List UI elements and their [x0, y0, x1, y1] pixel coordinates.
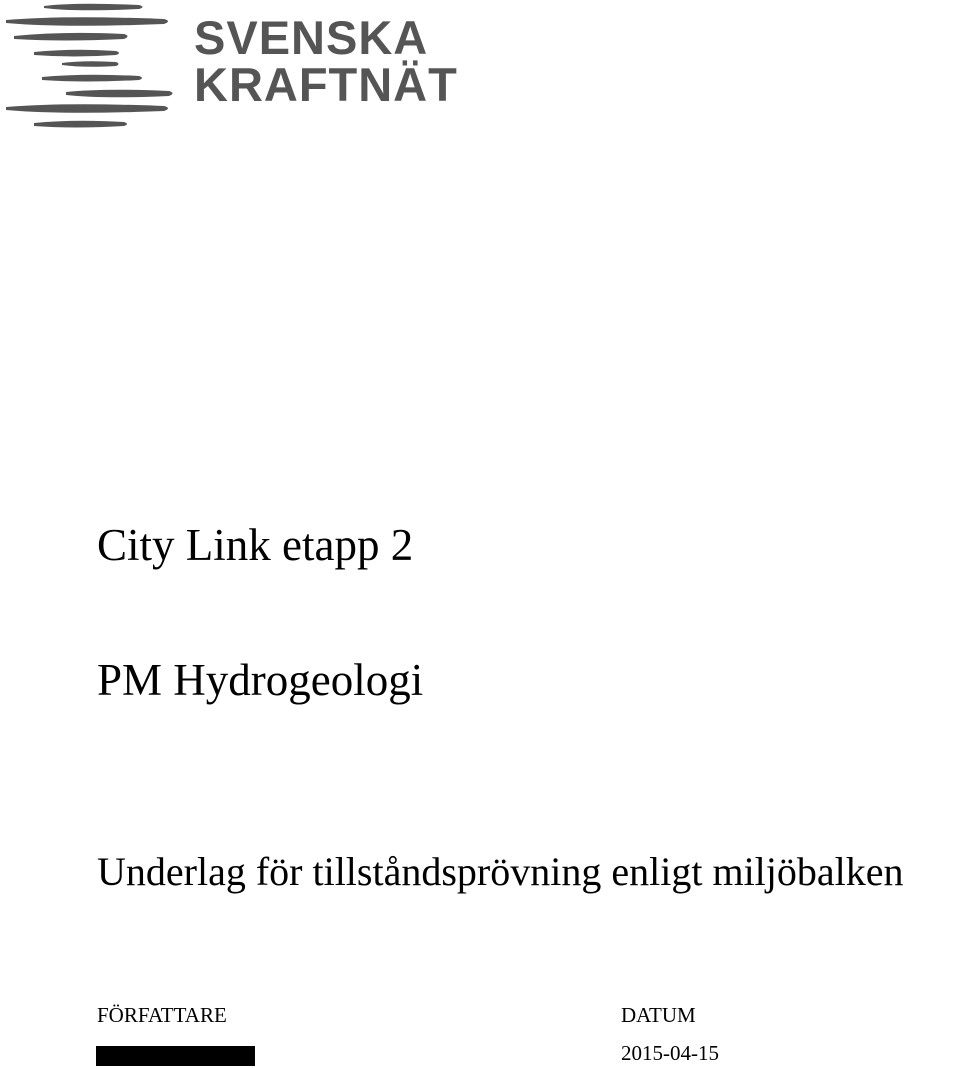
logo-line-2: KRAFTNÄT	[194, 58, 458, 111]
logo-line-1: SVENSKA	[194, 11, 429, 64]
document-purpose: Underlag för tillståndsprövning enligt miljöbalken	[97, 849, 904, 894]
document-title: City Link etapp 2	[97, 520, 414, 570]
author-redaction-bar	[96, 1046, 255, 1066]
date-value: 2015-04-15	[621, 1041, 719, 1065]
document-subtitle: PM Hydrogeologi	[97, 655, 424, 705]
striped-lines-logo-icon	[4, 0, 179, 140]
author-label: FÖRFATTARE	[97, 1003, 227, 1027]
svenska-kraftnat-logo	[4, 0, 474, 140]
date-label: DATUM	[621, 1003, 696, 1027]
logo-wordmark	[194, 11, 458, 111]
